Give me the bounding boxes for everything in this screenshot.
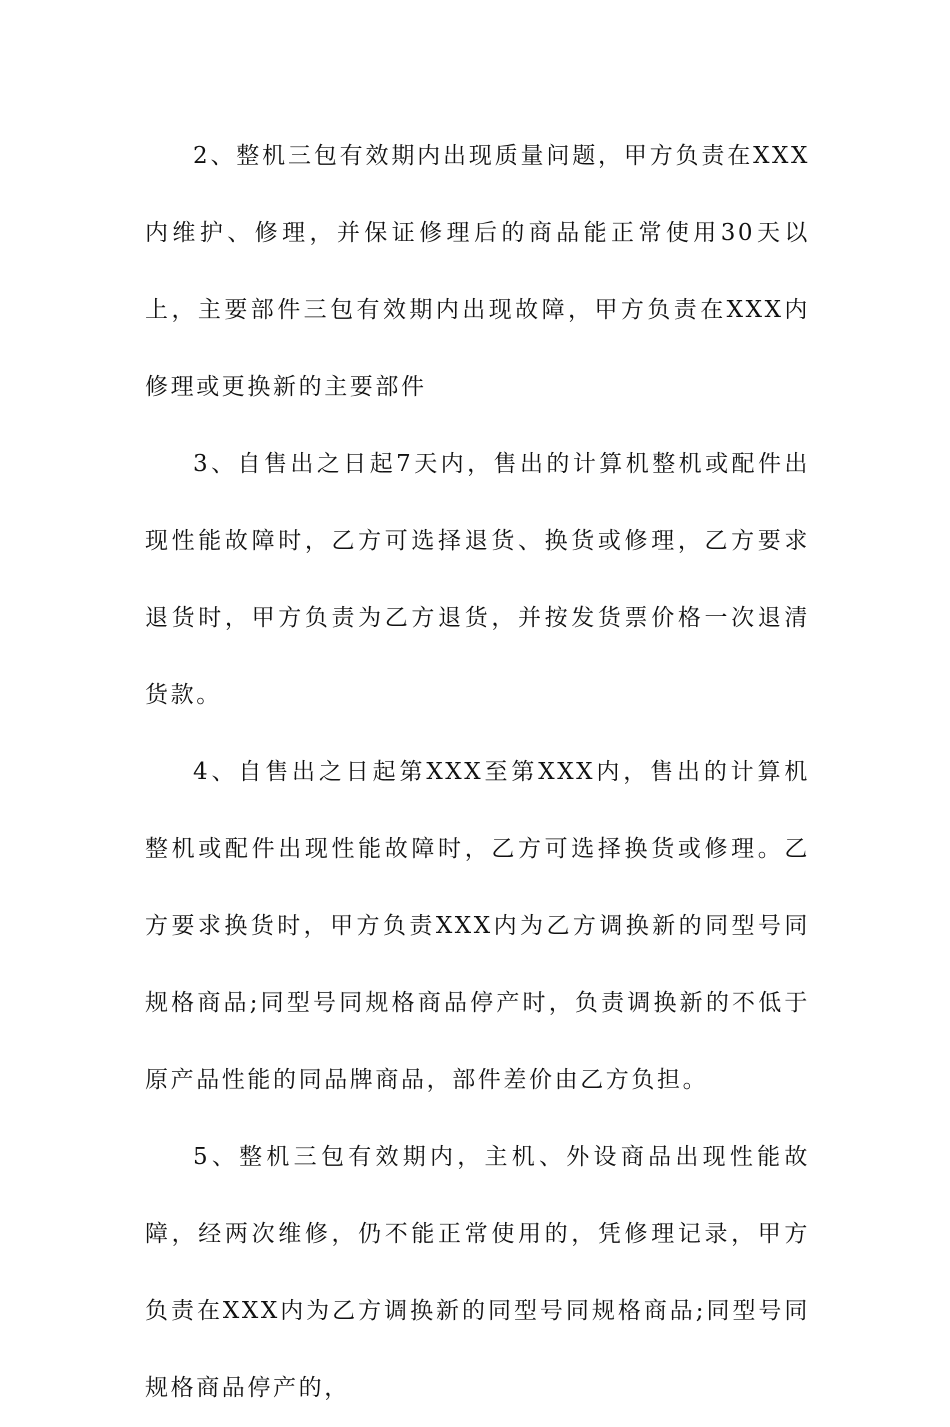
paragraph-clause-3: 3、自售出之日起7天内，售出的计算机整机或配件出现性能故障时，乙方可选择退货、换货或修理，乙方要求退货时，甲方负责为乙方退货，并按发货票价格一次退清货款。 xyxy=(145,451,810,708)
paragraph-clause-4: 4、自售出之日起第XXX至第XXX内，售出的计算机整机或配件出现性能故障时，乙方可选择换货或修理。乙方要求换货时，甲方负责XXX内为乙方调换新的同型号同规格商品;同型号同规格商品停产时，负责调换新的不低于原产品性能的同品牌商品，部件差价由乙方负担。 xyxy=(145,759,810,1093)
paragraph-clause-5: 5、整机三包有效期内，主机、外设商品出现性能故障，经两次维修，仍不能正常使用的，凭修理记录，甲方负责在XXX内为乙方调换新的同型号同规格商品;同型号同规格商品停产的， xyxy=(145,1144,810,1401)
paragraph-clause-2: 2、整机三包有效期内出现质量问题，甲方负责在XXX内维护、修理，并保证修理后的商品能正常使用30天以上，主要部件三包有效期内出现故障，甲方负责在XXX内修理或更换新的主要部件 xyxy=(145,143,810,400)
document-body xyxy=(145,118,810,1427)
